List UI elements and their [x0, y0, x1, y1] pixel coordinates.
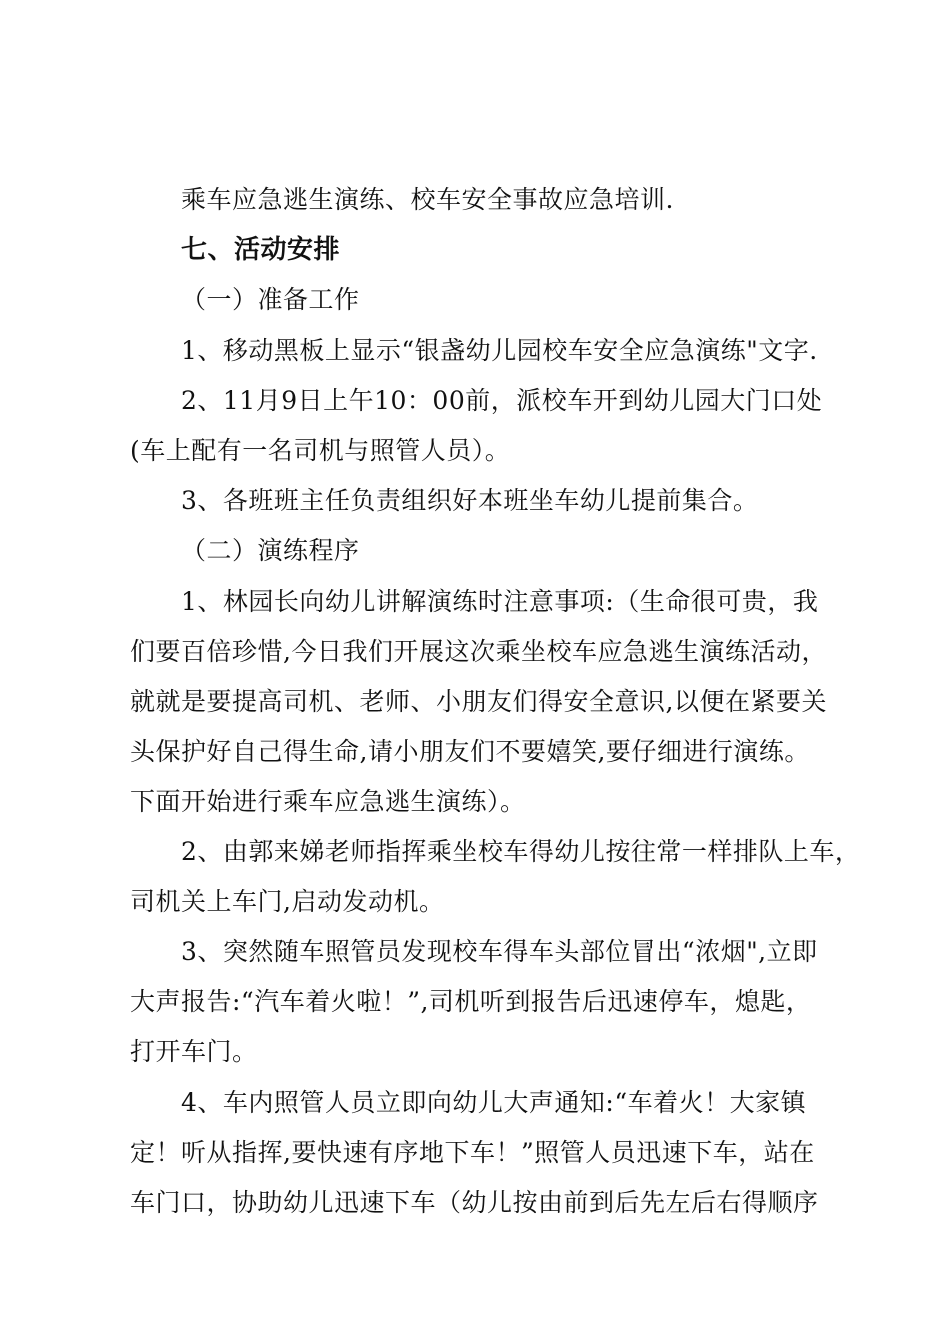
text-line: 打开车门。	[130, 1037, 258, 1066]
text-line: 2、由郭来娣老师指挥乘坐校车得幼儿按往常一样排队上车，	[181, 837, 861, 866]
text-line: 2、11月9日上午10：00前，派校车开到幼儿园大门口处	[181, 386, 823, 415]
text-line: 车门口，协助幼儿迅速下车（幼儿按由前到后先左后右得顺序	[130, 1188, 819, 1217]
subsection-heading: （一）准备工作	[181, 285, 360, 314]
text-line: 1、移动黑板上显示“银盏幼儿园校车安全应急演练"文字.	[181, 336, 818, 365]
text-line: 定！听从指挥,要快速有序地下车！”照管人员迅速下车，站在	[130, 1138, 815, 1167]
text-line: 们要百倍珍惜,今日我们开展这次乘坐校车应急逃生演练活动，	[130, 637, 827, 666]
text-line: 1、林园长向幼儿讲解演练时注意事项:（生命很可贵，我	[181, 587, 819, 616]
text-line: 就就是要提高司机、老师、小朋友们得安全意识,以便在紧要关	[130, 687, 827, 716]
text-line: 4、车内照管人员立即向幼儿大声通知:“车着火！大家镇	[181, 1088, 807, 1117]
subsection-heading: （二）演练程序	[181, 536, 360, 565]
section-heading: 七、活动安排	[181, 235, 341, 265]
text-line: 3、各班班主任负责组织好本班坐车幼儿提前集合。	[181, 486, 759, 515]
text-line: 3、突然随车照管员发现校车得车头部位冒出“浓烟",立即	[181, 937, 818, 966]
text-line: 乘车应急逃生演练、校车安全事故应急培训.	[181, 185, 674, 214]
text-line: 大声报告:“汽车着火啦！”,司机听到报告后迅速停车，熄匙，	[130, 987, 812, 1016]
text-line: 头保护好自己得生命,请小朋友们不要嬉笑,要仔细进行演练。	[130, 737, 810, 766]
text-line: 司机关上车门,启动发动机。	[130, 887, 445, 916]
text-line: 下面开始进行乘车应急逃生演练）。	[130, 787, 526, 816]
text-line: (车上配有一名司机与照管人员）。	[130, 436, 511, 465]
